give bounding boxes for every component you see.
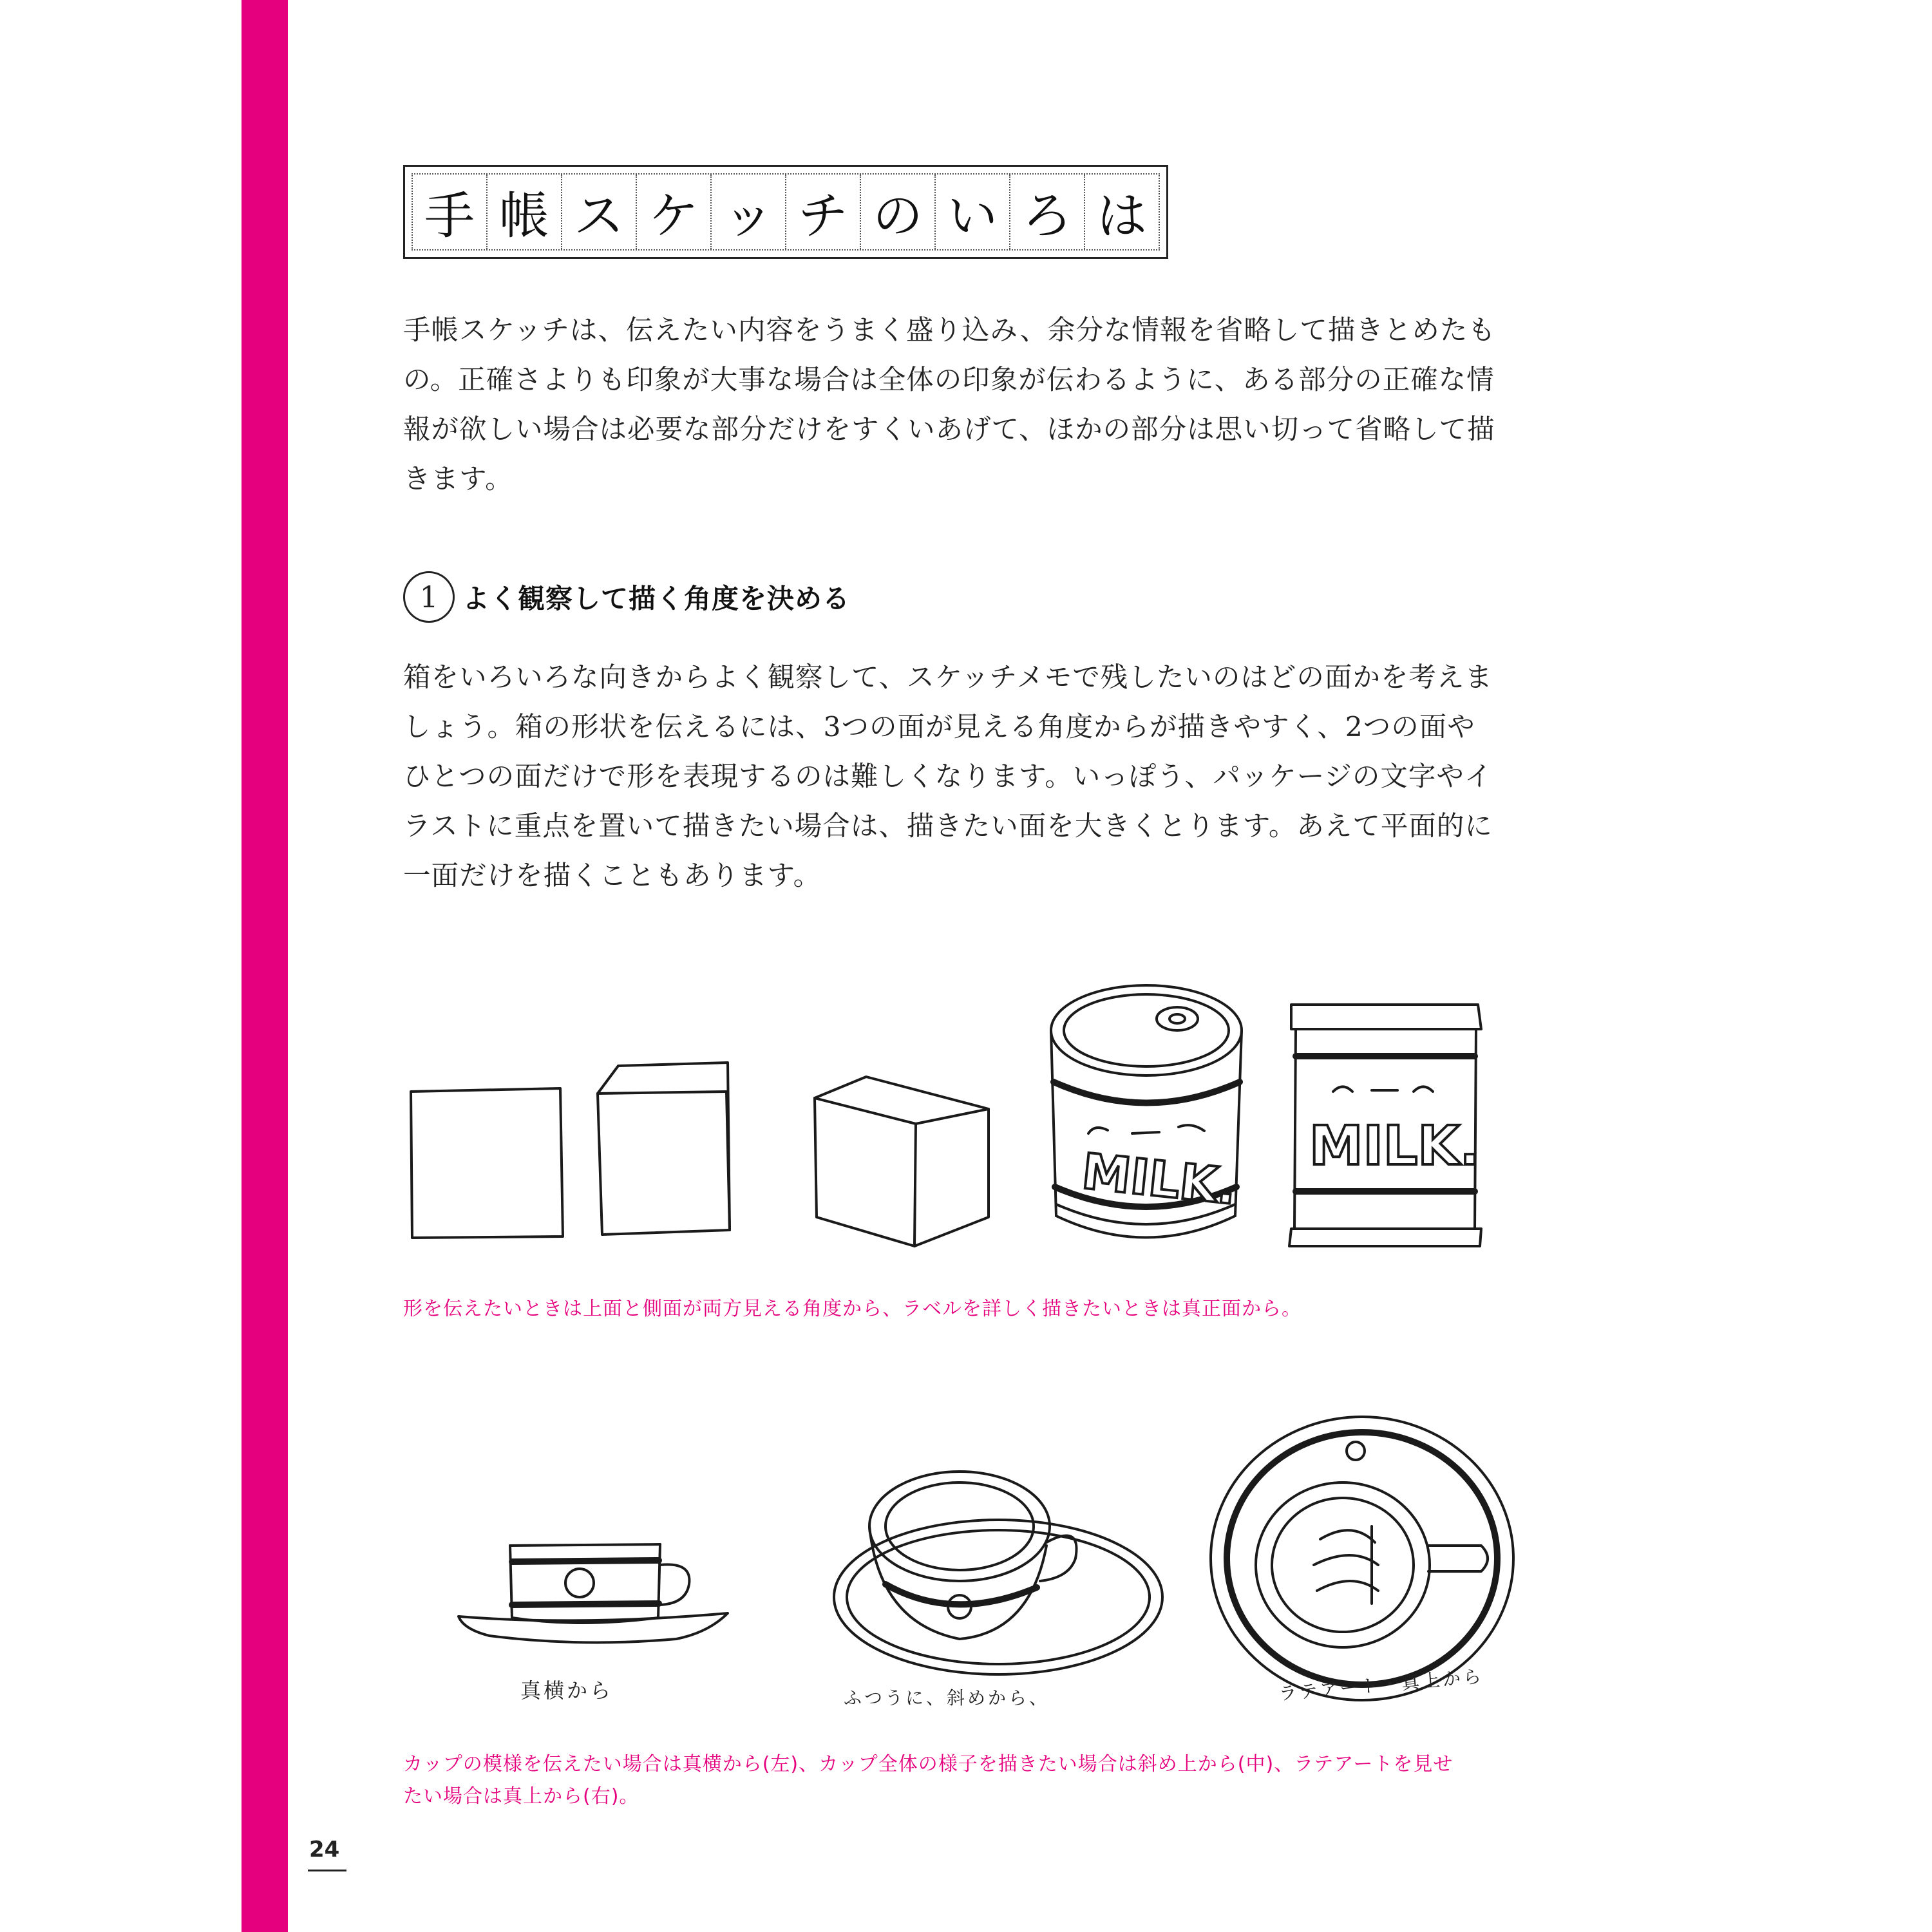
figure2-caption-line: たい場合は真上から(右)。: [403, 1785, 639, 1808]
cup-top-view-label: ラテアート・真上から: [1278, 1665, 1485, 1705]
figure1-caption: 形を伝えたいときは上面と側面が両方見える角度から、ラベルを詳しく描きたいときは真正面から。: [403, 1298, 1302, 1320]
title-char: の: [861, 175, 936, 249]
cup-side-view-label: 真横から: [520, 1678, 614, 1703]
cup-side-view-drawing: [459, 1544, 728, 1642]
cup-top-view-drawing: [1211, 1417, 1513, 1700]
section-line: しょう。箱の形状を伝えるには、3つの面が見える角度からが描きやすく、2つの面や: [403, 712, 1475, 743]
page-number: 24: [309, 1837, 340, 1862]
figure2-caption-line: カップの模様を伝えたい場合は真横から(左)、カップ全体の様子を描きたい場合は斜め上から(中)、ラテアートを見せ: [403, 1753, 1454, 1776]
section-line: 一面だけを描くこともあります。: [403, 860, 822, 892]
section-line: ひとつの面だけで形を表現するのは難しくなります。いっぽう、パッケージの文字やイ: [403, 761, 1493, 793]
title-char: ろ: [1010, 175, 1085, 249]
intro-line: の。正確さよりも印象が大事な場合は全体の印象が伝わるように、ある部分の正確な情: [403, 365, 1495, 396]
title-char: ス: [562, 175, 637, 249]
title-char: ッ: [712, 175, 786, 249]
title-char: チ: [786, 175, 861, 249]
intro-line: 手帳スケッチは、伝えたい内容をうまく盛り込み、余分な情報を省略して描きとめたも: [403, 315, 1496, 346]
milk-can-front-label: MILK.: [1309, 1114, 1481, 1177]
title-char: い: [936, 175, 1010, 249]
section-line: 箱をいろいろな向きからよく観察して、スケッチメモで残したいのはどの面かを考えま: [403, 662, 1493, 694]
intro-line: きます。: [403, 464, 513, 495]
page-number-rule: [308, 1870, 346, 1871]
title-char: は: [1096, 187, 1147, 245]
title-char: ケ: [637, 175, 712, 249]
section-number: 1: [403, 571, 455, 623]
milk-can-oblique-label: MILK.: [1079, 1142, 1240, 1216]
title-char: 手: [413, 175, 488, 249]
section-title: よく観察して描く角度を決める: [462, 583, 851, 614]
cup-oblique-label: ふつうに、斜めから、: [844, 1687, 1050, 1709]
cup-oblique-drawing: [834, 1472, 1162, 1674]
section-line: ラストに重点を置いて描きたい場合は、描きたい面を大きくとります。あえて平面的に: [403, 811, 1493, 842]
figure2-caption: [403, 1748, 1511, 1813]
title-char: 帳: [488, 175, 562, 249]
intro-line: 報が欲しい場合は必要な部分だけをすくいあげて、ほかの部分は思い切って省略して描: [403, 414, 1495, 446]
